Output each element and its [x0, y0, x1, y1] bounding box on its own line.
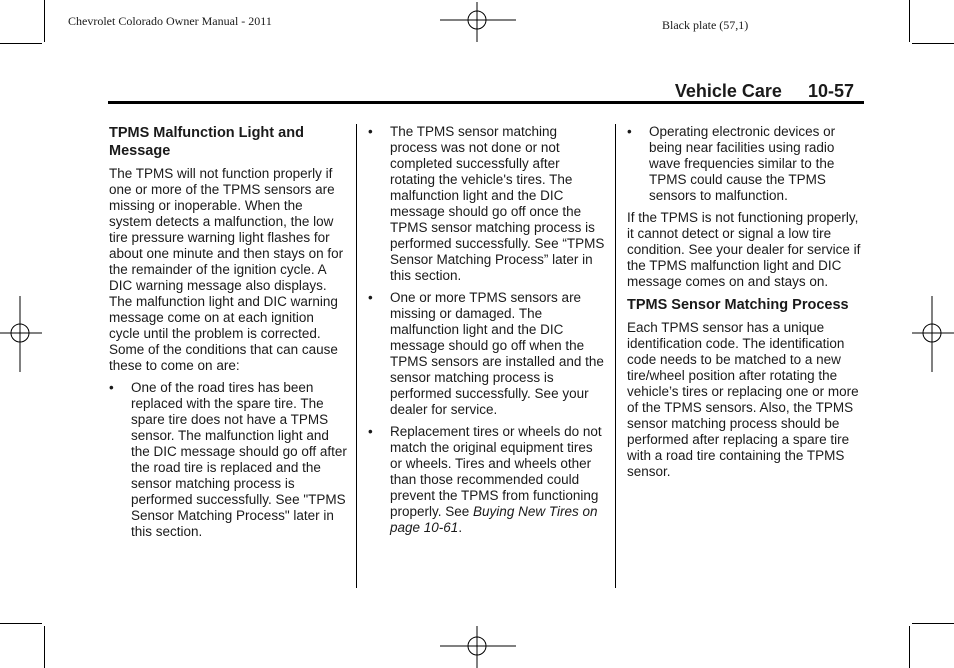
column-2	[368, 124, 608, 542]
bullet-icon: •	[368, 124, 373, 139]
list-item: • One of the road tires has been replaced with the spare tire. The spare tire does not have a TPMS sensor. The malfunction light and the DIC message should go off after the road tire is replaced and the sensor matching process is performed successfully. See "TPMS Sensor Matching Process" later in this section.	[109, 380, 347, 539]
crop-mark	[44, 626, 45, 668]
bullet-icon: •	[368, 424, 373, 439]
crop-mark	[44, 0, 45, 42]
plate-label: Black plate (57,1)	[662, 18, 749, 32]
list-item: • Replacement tires or wheels do not match the original equipment tires or wheels. Tires and wheels other than those recommended could prevent the TPMS from functioning properly. See Buying New Tires on page 10-61.	[368, 424, 602, 535]
list-item: • Operating electronic devices or being near facilities using radio wave frequencies similar to the TPMS could cause the TPMS sensors to malfunction.	[627, 124, 836, 203]
crop-mark	[0, 623, 42, 624]
column-divider	[615, 124, 616, 588]
bullet-list	[109, 380, 347, 540]
column-3	[627, 124, 865, 486]
heading-malfunction-light: TPMS Malfunction Light and Message	[109, 125, 304, 159]
crop-mark	[909, 626, 910, 668]
registration-mark-icon	[440, 626, 516, 668]
heading-sensor-matching: TPMS Sensor Matching Process	[627, 297, 849, 313]
bullet-icon: •	[109, 380, 114, 395]
section-title: Vehicle Care	[674, 81, 782, 101]
list-item: • The TPMS sensor matching process was not done or not completed successfully after rotating the vehicle's tires. The malfunction light and the DIC message should go off once the TPMS sensor matching process is performed successfully. See “TPMS Sensor Matching Process” later in this section.	[368, 124, 605, 283]
bullet-list	[627, 124, 865, 204]
registration-mark-icon	[0, 296, 42, 372]
paragraph: If the TPMS is not functioning properly, it cannot detect or signal a low tire condition. See your dealer for service if the TPMS malfunction light and DIC message comes on and stays on.	[627, 210, 861, 289]
list-item: • One or more TPMS sensors are missing or damaged. The malfunction light and the DIC message should go off when the TPMS sensors are installed and the sensor matching process is performed successfully. See your dealer for service.	[368, 290, 604, 417]
crop-mark	[912, 43, 954, 44]
registration-mark-icon	[912, 296, 954, 372]
column-1	[109, 124, 347, 546]
cross-reference-link[interactable]: Buying New Tires on page 10-61	[390, 504, 598, 535]
crop-mark	[912, 623, 954, 624]
title-rule	[108, 101, 864, 104]
crop-mark	[909, 0, 910, 42]
bullet-list	[368, 124, 608, 536]
crop-mark	[0, 43, 42, 44]
section-heading	[675, 81, 854, 102]
manual-title: Chevrolet Colorado Owner Manual - 2011	[68, 14, 272, 28]
registration-mark-icon	[440, 2, 516, 42]
column-divider	[356, 124, 357, 588]
bullet-icon: •	[368, 290, 373, 305]
page-number: 10-57	[807, 81, 854, 101]
paragraph: Each TPMS sensor has a unique identification code. The identification code needs to be matched to a new tire/wheel position after rotating the vehicle’s tires or replacing one or more of the TPMS sensors. Also, the TPMS sensor matching process should be performed after replacing a spare tire with a road tire containing the TPMS sensor.	[627, 320, 859, 479]
bullet-icon: •	[627, 124, 632, 139]
paragraph: The TPMS will not function properly if one or more of the TPMS sensors are missing or inoperable. When the system detects a malfunction, the low tire pressure warning light flashes for about one minute and then stays on for the remainder of the ignition cycle. A DIC warning message also displays. The malfunction light and DIC warning message come on at each ignition cycle until the problem is corrected. Some of the conditions that can cause these to come on are:	[109, 166, 344, 373]
